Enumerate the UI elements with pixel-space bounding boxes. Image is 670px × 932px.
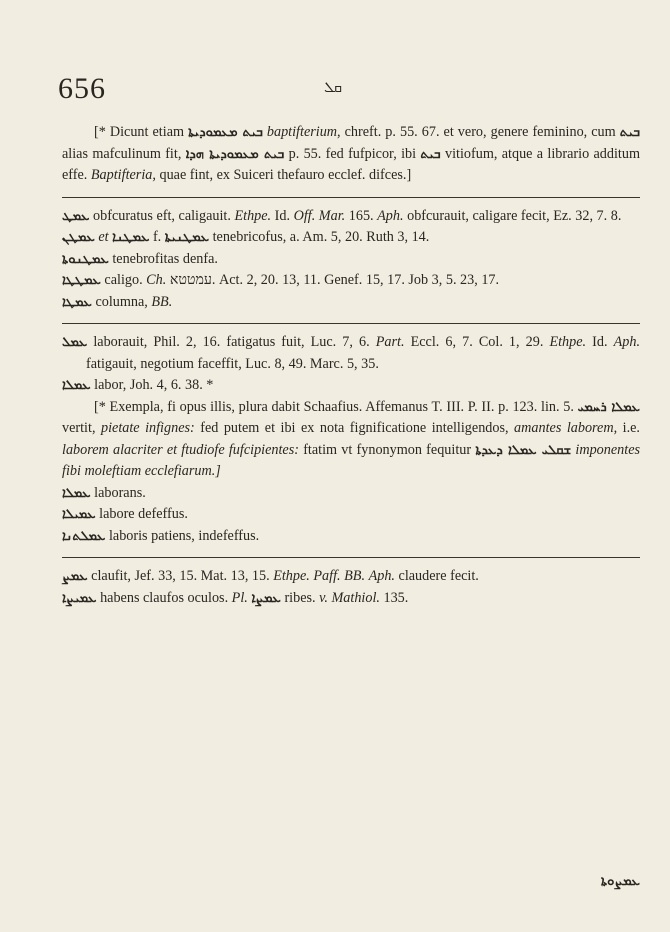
- entry-text: ܥܡܨܐ: [251, 590, 281, 606]
- entry-text: laboris patiens, indefeffus.: [105, 527, 260, 544]
- entry-text: Aph.: [368, 568, 395, 584]
- entry-text: Eccl. 6, 7. Col. 1, 29.: [404, 334, 550, 350]
- entry-text: עמטטא. Act. 2, 20. 13, 11. Genef. 15, 17. Job 3, 5. 23, 17.: [166, 272, 500, 288]
- dictionary-entry: [62, 566, 640, 588]
- entry-group-obscurity: [62, 206, 640, 314]
- entry-lemma: ܥܡܛܢ: [62, 230, 95, 245]
- entry-text: tenebrofitas denfa.: [108, 250, 218, 267]
- entry-text: Pl.: [231, 589, 248, 606]
- entry-text: Ch.: [146, 272, 167, 288]
- entry-text: ܥܡܛܢܝܬܐ: [164, 230, 210, 245]
- entry-text: ribes.: [280, 589, 320, 606]
- section-divider: [62, 323, 640, 324]
- entry-lemma: ܥܡܝܨܐ: [62, 590, 97, 606]
- entry-lemma: ܥܡܛܛܐ: [62, 273, 101, 288]
- entry-text: tenebricofus, a. Am. 5, 20. Ruth 3, 14.: [209, 229, 430, 245]
- dictionary-entry: [62, 588, 640, 610]
- dictionary-entry: [62, 375, 640, 397]
- page-body: [62, 122, 640, 609]
- entry-text: et: [98, 229, 109, 245]
- entry-lemma: ܥܡܠܐ: [62, 378, 91, 393]
- entry-text: Ethpe.: [234, 207, 272, 224]
- entry-text: Aph.: [613, 334, 641, 350]
- dictionary-entry: [62, 526, 640, 548]
- entry-text: claufit, Jef. 33, 15. Mat. 13, 15.: [87, 568, 274, 584]
- entry-text: Ethpe.: [549, 334, 587, 350]
- entry-text: 135.: [379, 589, 409, 606]
- entry-group-laborans: [62, 483, 640, 548]
- dictionary-entry: [62, 504, 640, 526]
- entry-lemma: ܥܡܠܐ: [62, 485, 91, 501]
- entry-lemma: ܥܡܝܠܐ: [62, 507, 96, 522]
- dictionary-entry: [62, 206, 640, 228]
- entry-text: laborans.: [90, 484, 146, 501]
- footnote-baptisterium: [* Dicunt etiam ܒܝܬ ܡܥܡܘܕܝܬܐ baptifterium, chreft. p. 55. 67. et vero, genere feminino, cum ܒܝܬ alias mafculinum fit, ܒܝܬ ܡܥܡܘܕܝܬܐ ܗܕܐ p. 55. fed fufpicor, ibi ܒܝܬ vitiofum, atque a librario additum effe. Baptifteria, quae fint, ex Suiceri thefauro ecclef. difces.]: [62, 124, 640, 183]
- entry-group-claudere: [62, 566, 640, 609]
- entry-text: f.: [149, 229, 165, 245]
- dictionary-entry: [62, 270, 640, 292]
- section-divider: [62, 197, 640, 198]
- entry-text: caligo.: [100, 272, 147, 288]
- section-divider: [62, 557, 640, 558]
- entry-text: Id.: [586, 334, 614, 350]
- entry-text: habens claufos oculos.: [96, 589, 232, 606]
- dictionary-entry: [62, 483, 640, 505]
- entry-lemma: ܥܡܛܐ: [62, 294, 92, 310]
- entry-text: v. Mathiol.: [319, 589, 380, 606]
- catchword: ܥܡܨܘܬܐ: [600, 874, 640, 889]
- entry-text: Aph.: [377, 207, 404, 224]
- entry-text: Id.: [271, 207, 294, 224]
- dictionary-entry: [62, 332, 640, 375]
- entry-text: ܥܡܛܢܐ: [112, 230, 150, 245]
- entry-text: obfcuratus eft, caligauit.: [89, 207, 235, 224]
- entry-text: laborauit, Phil. 2, 16. fatigatus fuit, Luc. 7, 6.: [87, 334, 376, 350]
- entry-text: claudere fecit.: [394, 568, 479, 584]
- dictionary-entry: [62, 292, 640, 314]
- entry-text: columna,: [91, 293, 152, 310]
- entry-lemma: ܥܡܛ: [62, 208, 90, 224]
- dictionary-entry: [62, 227, 640, 249]
- entry-text: Part.: [375, 334, 405, 350]
- dictionary-entry: [62, 249, 640, 271]
- entry-text: Ethpe. Paff. BB.: [273, 568, 366, 584]
- entry-lemma: ܥܡܠܬܢܐ: [62, 528, 106, 544]
- entry-text: labore defeffus.: [95, 506, 188, 522]
- footnote-labor: [* Exempla, fi opus illis, plura dabit Schaafius. Affemanus T. III. P. II. p. 123. lin. 5. ܥܡܠܐ ܪܚܡܝ vertit, pietate infignes: fed putem et ibi ex nota fignificatione intelligendos, amantes laborem, i.e. laborem alacriter et ftudiofe fufcipientes: ftatim vt fynonymon fequitur ܫܩܠܝ ܥܡܠܐ ܕܥܕܬܐ imponentes fibi moleftiam ecclefiarum.]: [62, 398, 641, 479]
- page-number: 656: [58, 72, 106, 105]
- running-head: ܩܠ: [324, 78, 343, 96]
- entry-text: fatigauit, negotium faceffit, Luc. 8, 49. Marc. 5, 35.: [86, 355, 379, 372]
- entry-text: Off. Mar.: [293, 207, 346, 224]
- entry-text: obfcurauit, caligare fecit, Ez. 32, 7. 8.: [403, 207, 622, 224]
- entry-lemma: ܥܡܠ: [62, 335, 88, 350]
- entry-text: BB.: [151, 293, 173, 310]
- entry-text: 165.: [345, 207, 378, 224]
- entry-text: labor, Joh. 4, 6. 38. *: [90, 377, 214, 393]
- entry-group-labor: [62, 332, 640, 397]
- entry-lemma: ܥܡܛܢܘܬܐ: [62, 251, 109, 267]
- entry-lemma: ܥܡܨ: [62, 569, 88, 584]
